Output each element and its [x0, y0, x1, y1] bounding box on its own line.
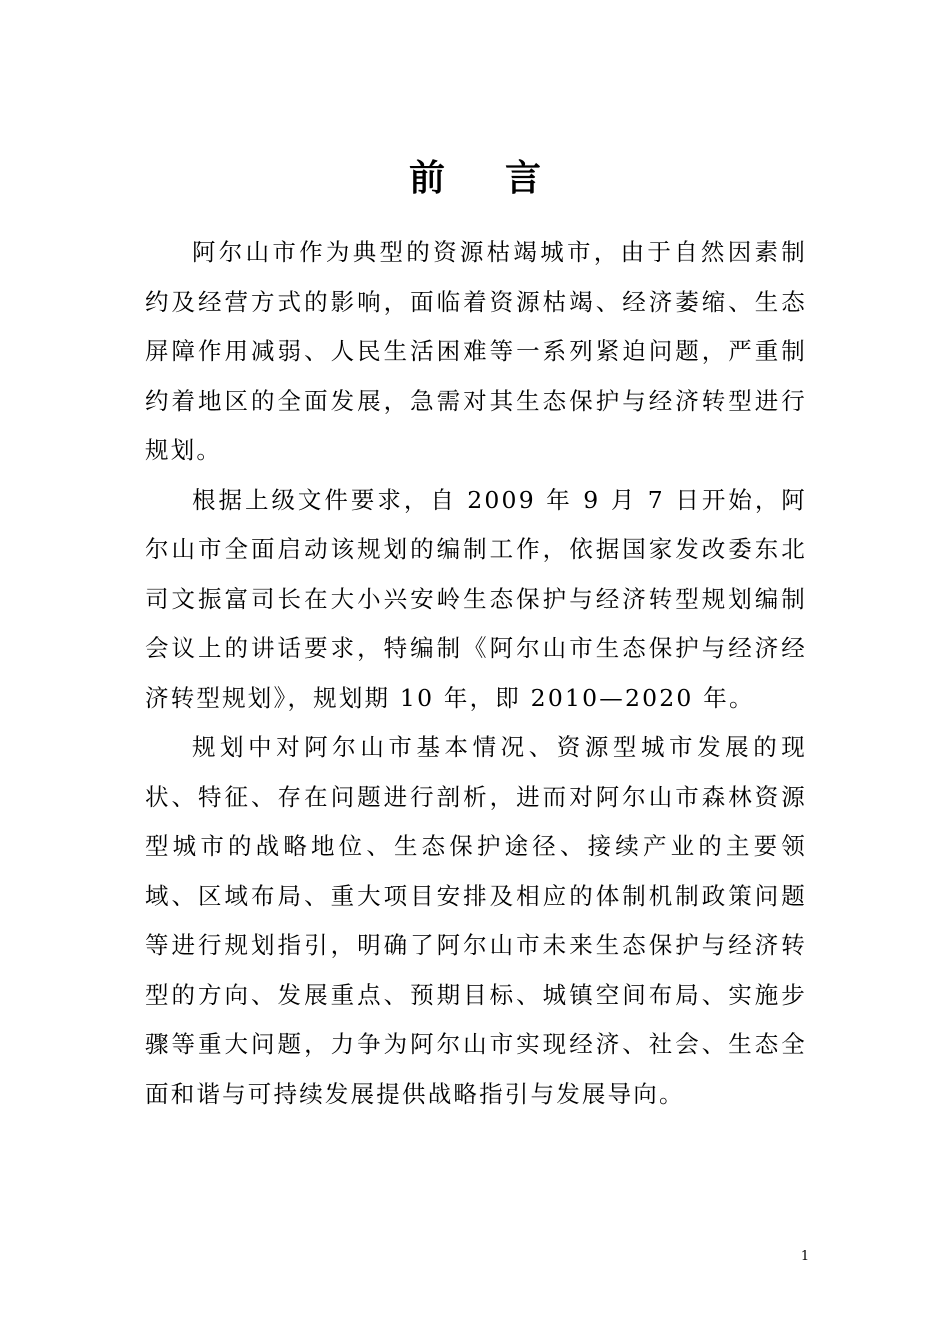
page-title: 前言	[408, 157, 601, 200]
page-number: 1	[800, 1249, 810, 1264]
paragraph-3: 规划中对阿尔山市基本情况、资源型城市发展的现状、特征、存在问题进行剖析，进而对阿尔山市森林资源型城市的战略地位、生态保护途径、接续产业的主要领域、区域布局、重大项目安排及相应的体制机制政策问题等进行规划指引，明确了阿尔山市未来生态保护与经济转型的方向、发展重点、预期目标、城镇空间布局、实施步骤等重大问题，力争为阿尔山市实现经济、社会、生态全面和谐与可持续发展提供战略指引与发展导向。	[145, 733, 807, 1108]
body-text	[145, 228, 807, 1119]
paragraph-1: 阿尔山市作为典型的资源枯竭城市，由于自然因素制约及经营方式的影响，面临着资源枯竭、经济萎缩、生态屏障作用减弱、人民生活困难等一系列紧迫问题，严重制约着地区的全面发展，急需对其生态保护与经济转型进行规划。	[145, 238, 807, 464]
paragraph-2: 根据上级文件要求，自 2009 年 9 月 7 日开始，阿尔山市全面启动该规划的编制工作，依据国家发改委东北司文振富司长在大小兴安岭生态保护与经济转型规划编制会议上的讲话要求，特编制《阿尔山市生态保护与经济经济转型规划》，规划期 10 年，即 2010—2020 年。	[145, 485, 807, 712]
